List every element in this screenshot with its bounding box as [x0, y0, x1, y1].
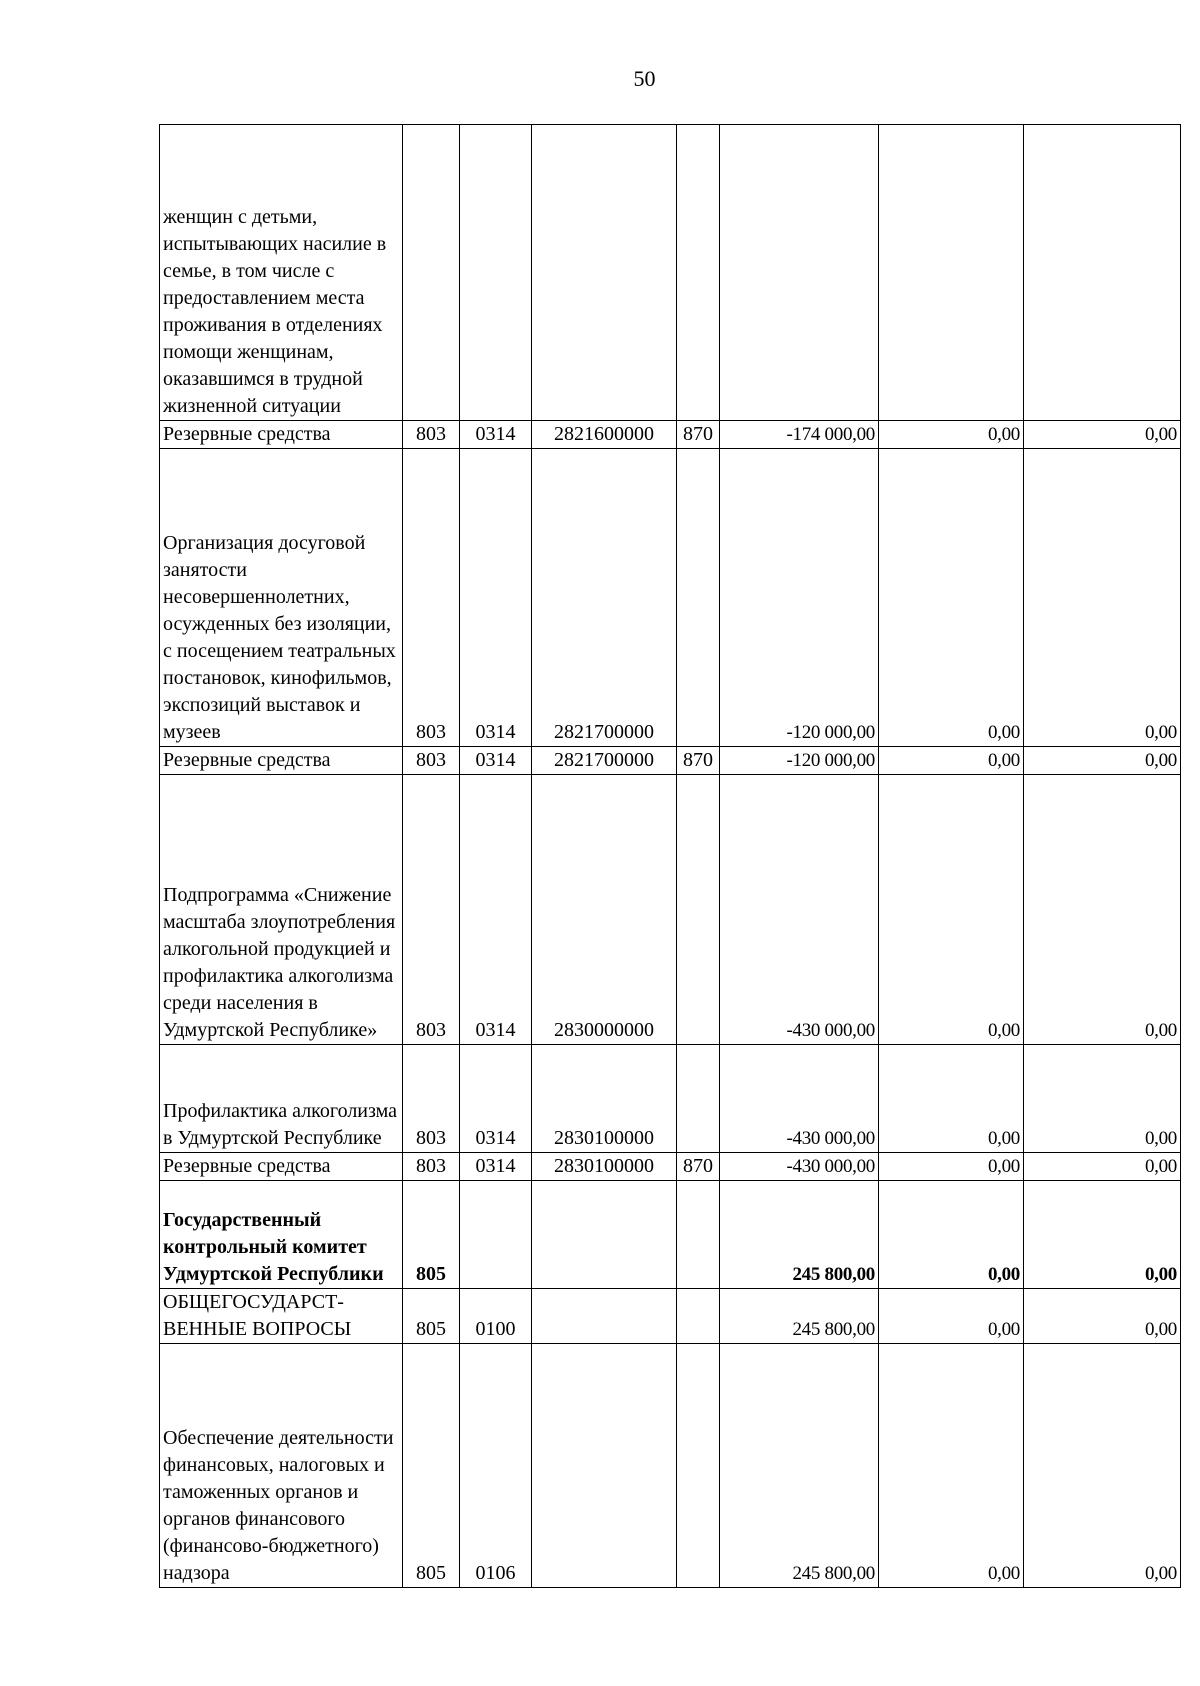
amount-year-2: 0,00 — [879, 1181, 1024, 1289]
table-row — [160, 449, 1181, 747]
expense-type-code: 870 — [677, 747, 720, 775]
table-row — [160, 747, 1181, 775]
section-code: 0314 — [460, 1153, 532, 1181]
expense-type-code — [677, 1045, 720, 1153]
amount-year-2: 0,00 — [879, 449, 1024, 747]
row-name: Государственный контрольный комитет Удмуртской Республики — [160, 1181, 403, 1289]
table-row — [160, 775, 1181, 1045]
row-name: Профилактика алкоголизма в Удмуртской Республике — [160, 1045, 403, 1153]
amount-year-2: 0,00 — [879, 1289, 1024, 1344]
amount-year-1: -430 000,00 — [720, 1153, 879, 1181]
ved-code: 803 — [403, 1153, 460, 1181]
row-name: Подпрограмма «Снижение масштаба злоупотребления алкогольной продукцией и профилактика алкоголизма среди населения в Удмуртской Республике» — [160, 775, 403, 1045]
amount-year-2: 0,00 — [879, 747, 1024, 775]
amount-year-2: 0,00 — [879, 1344, 1024, 1588]
target-article-code — [532, 1289, 677, 1344]
expense-type-code — [677, 1181, 720, 1289]
amount-year-1: 245 800,00 — [720, 1289, 879, 1344]
amount-year-1: -430 000,00 — [720, 1045, 879, 1153]
target-article-code: 2830000000 — [532, 775, 677, 1045]
table-row — [160, 1289, 1181, 1344]
target-article-code: 2830100000 — [532, 1153, 677, 1181]
amount-year-2: 0,00 — [879, 421, 1024, 449]
amount-year-2: 0,00 — [879, 775, 1024, 1045]
target-article-code: 2821700000 — [532, 747, 677, 775]
target-article-code — [532, 1344, 677, 1588]
table-row — [160, 125, 1181, 421]
section-code: 0106 — [460, 1344, 532, 1588]
row-name: женщин с детьми, испытывающих насилие в семье, в том числе с предоставлением места проживания в отделениях помощи женщинам, оказавшимся в трудной жизненной ситуации — [160, 125, 403, 421]
expense-type-code — [677, 1344, 720, 1588]
amount-year-1: -120 000,00 — [720, 747, 879, 775]
ved-code: 803 — [403, 421, 460, 449]
target-article-code: 2830100000 — [532, 1045, 677, 1153]
amount-year-3: 0,00 — [1024, 421, 1181, 449]
row-name: Организация досуговой занятости несовершеннолетних, осужденных без изоляции, с посещением театральных постановок, кинофильмов, экспозиций выставок и музеев — [160, 449, 403, 747]
expense-type-code: 870 — [677, 421, 720, 449]
amount-year-2: 0,00 — [879, 1153, 1024, 1181]
amount-year-1: 245 800,00 — [720, 1344, 879, 1588]
amount-year-3: 0,00 — [1024, 1153, 1181, 1181]
page-number: 50 — [633, 66, 656, 91]
expense-type-code — [677, 775, 720, 1045]
table-row — [160, 1344, 1181, 1588]
amount-year-3: 0,00 — [1024, 747, 1181, 775]
row-name: Обеспечение деятельности финансовых, налоговых и таможенных органов и органов финансового (финансово-бюджетного) надзора — [160, 1344, 403, 1588]
amount-year-2 — [879, 125, 1024, 421]
amount-year-1: 245 800,00 — [720, 1181, 879, 1289]
ved-code: 805 — [403, 1344, 460, 1588]
amount-year-3: 0,00 — [1024, 449, 1181, 747]
section-code: 0314 — [460, 747, 532, 775]
amount-year-2: 0,00 — [879, 1045, 1024, 1153]
section-code: 0314 — [460, 449, 532, 747]
row-name: Резервные средства — [160, 747, 403, 775]
section-code: 0314 — [460, 775, 532, 1045]
table-row — [160, 1045, 1181, 1153]
row-name: Резервные средства — [160, 421, 403, 449]
section-code: 0314 — [460, 1045, 532, 1153]
expense-type-code — [677, 125, 720, 421]
target-article-code: 2821700000 — [532, 449, 677, 747]
section-code — [460, 125, 532, 421]
section-code: 0314 — [460, 421, 532, 449]
section-code: 0100 — [460, 1289, 532, 1344]
amount-year-3: 0,00 — [1024, 1289, 1181, 1344]
section-code — [460, 1181, 532, 1289]
budget-table — [159, 124, 1181, 1588]
ved-code: 803 — [403, 449, 460, 747]
ved-code: 803 — [403, 1045, 460, 1153]
row-name: ОБЩЕГОСУДАРСТ-ВЕННЫЕ ВОПРОСЫ — [160, 1289, 403, 1344]
ved-code: 803 — [403, 775, 460, 1045]
expense-type-code — [677, 449, 720, 747]
amount-year-3 — [1024, 125, 1181, 421]
ved-code: 805 — [403, 1289, 460, 1344]
amount-year-3: 0,00 — [1024, 1045, 1181, 1153]
expense-type-code: 870 — [677, 1153, 720, 1181]
row-name: Резервные средства — [160, 1153, 403, 1181]
amount-year-1: -120 000,00 — [720, 449, 879, 747]
target-article-code: 2821600000 — [532, 421, 677, 449]
amount-year-1: -174 000,00 — [720, 421, 879, 449]
amount-year-3: 0,00 — [1024, 775, 1181, 1045]
ved-code: 803 — [403, 747, 460, 775]
amount-year-1: -430 000,00 — [720, 775, 879, 1045]
amount-year-3: 0,00 — [1024, 1181, 1181, 1289]
amount-year-3: 0,00 — [1024, 1344, 1181, 1588]
table-row — [160, 1153, 1181, 1181]
expense-type-code — [677, 1289, 720, 1344]
target-article-code — [532, 1181, 677, 1289]
table-row — [160, 1181, 1181, 1289]
amount-year-1 — [720, 125, 879, 421]
table-row — [160, 421, 1181, 449]
target-article-code — [532, 125, 677, 421]
ved-code: 805 — [403, 1181, 460, 1289]
ved-code — [403, 125, 460, 421]
